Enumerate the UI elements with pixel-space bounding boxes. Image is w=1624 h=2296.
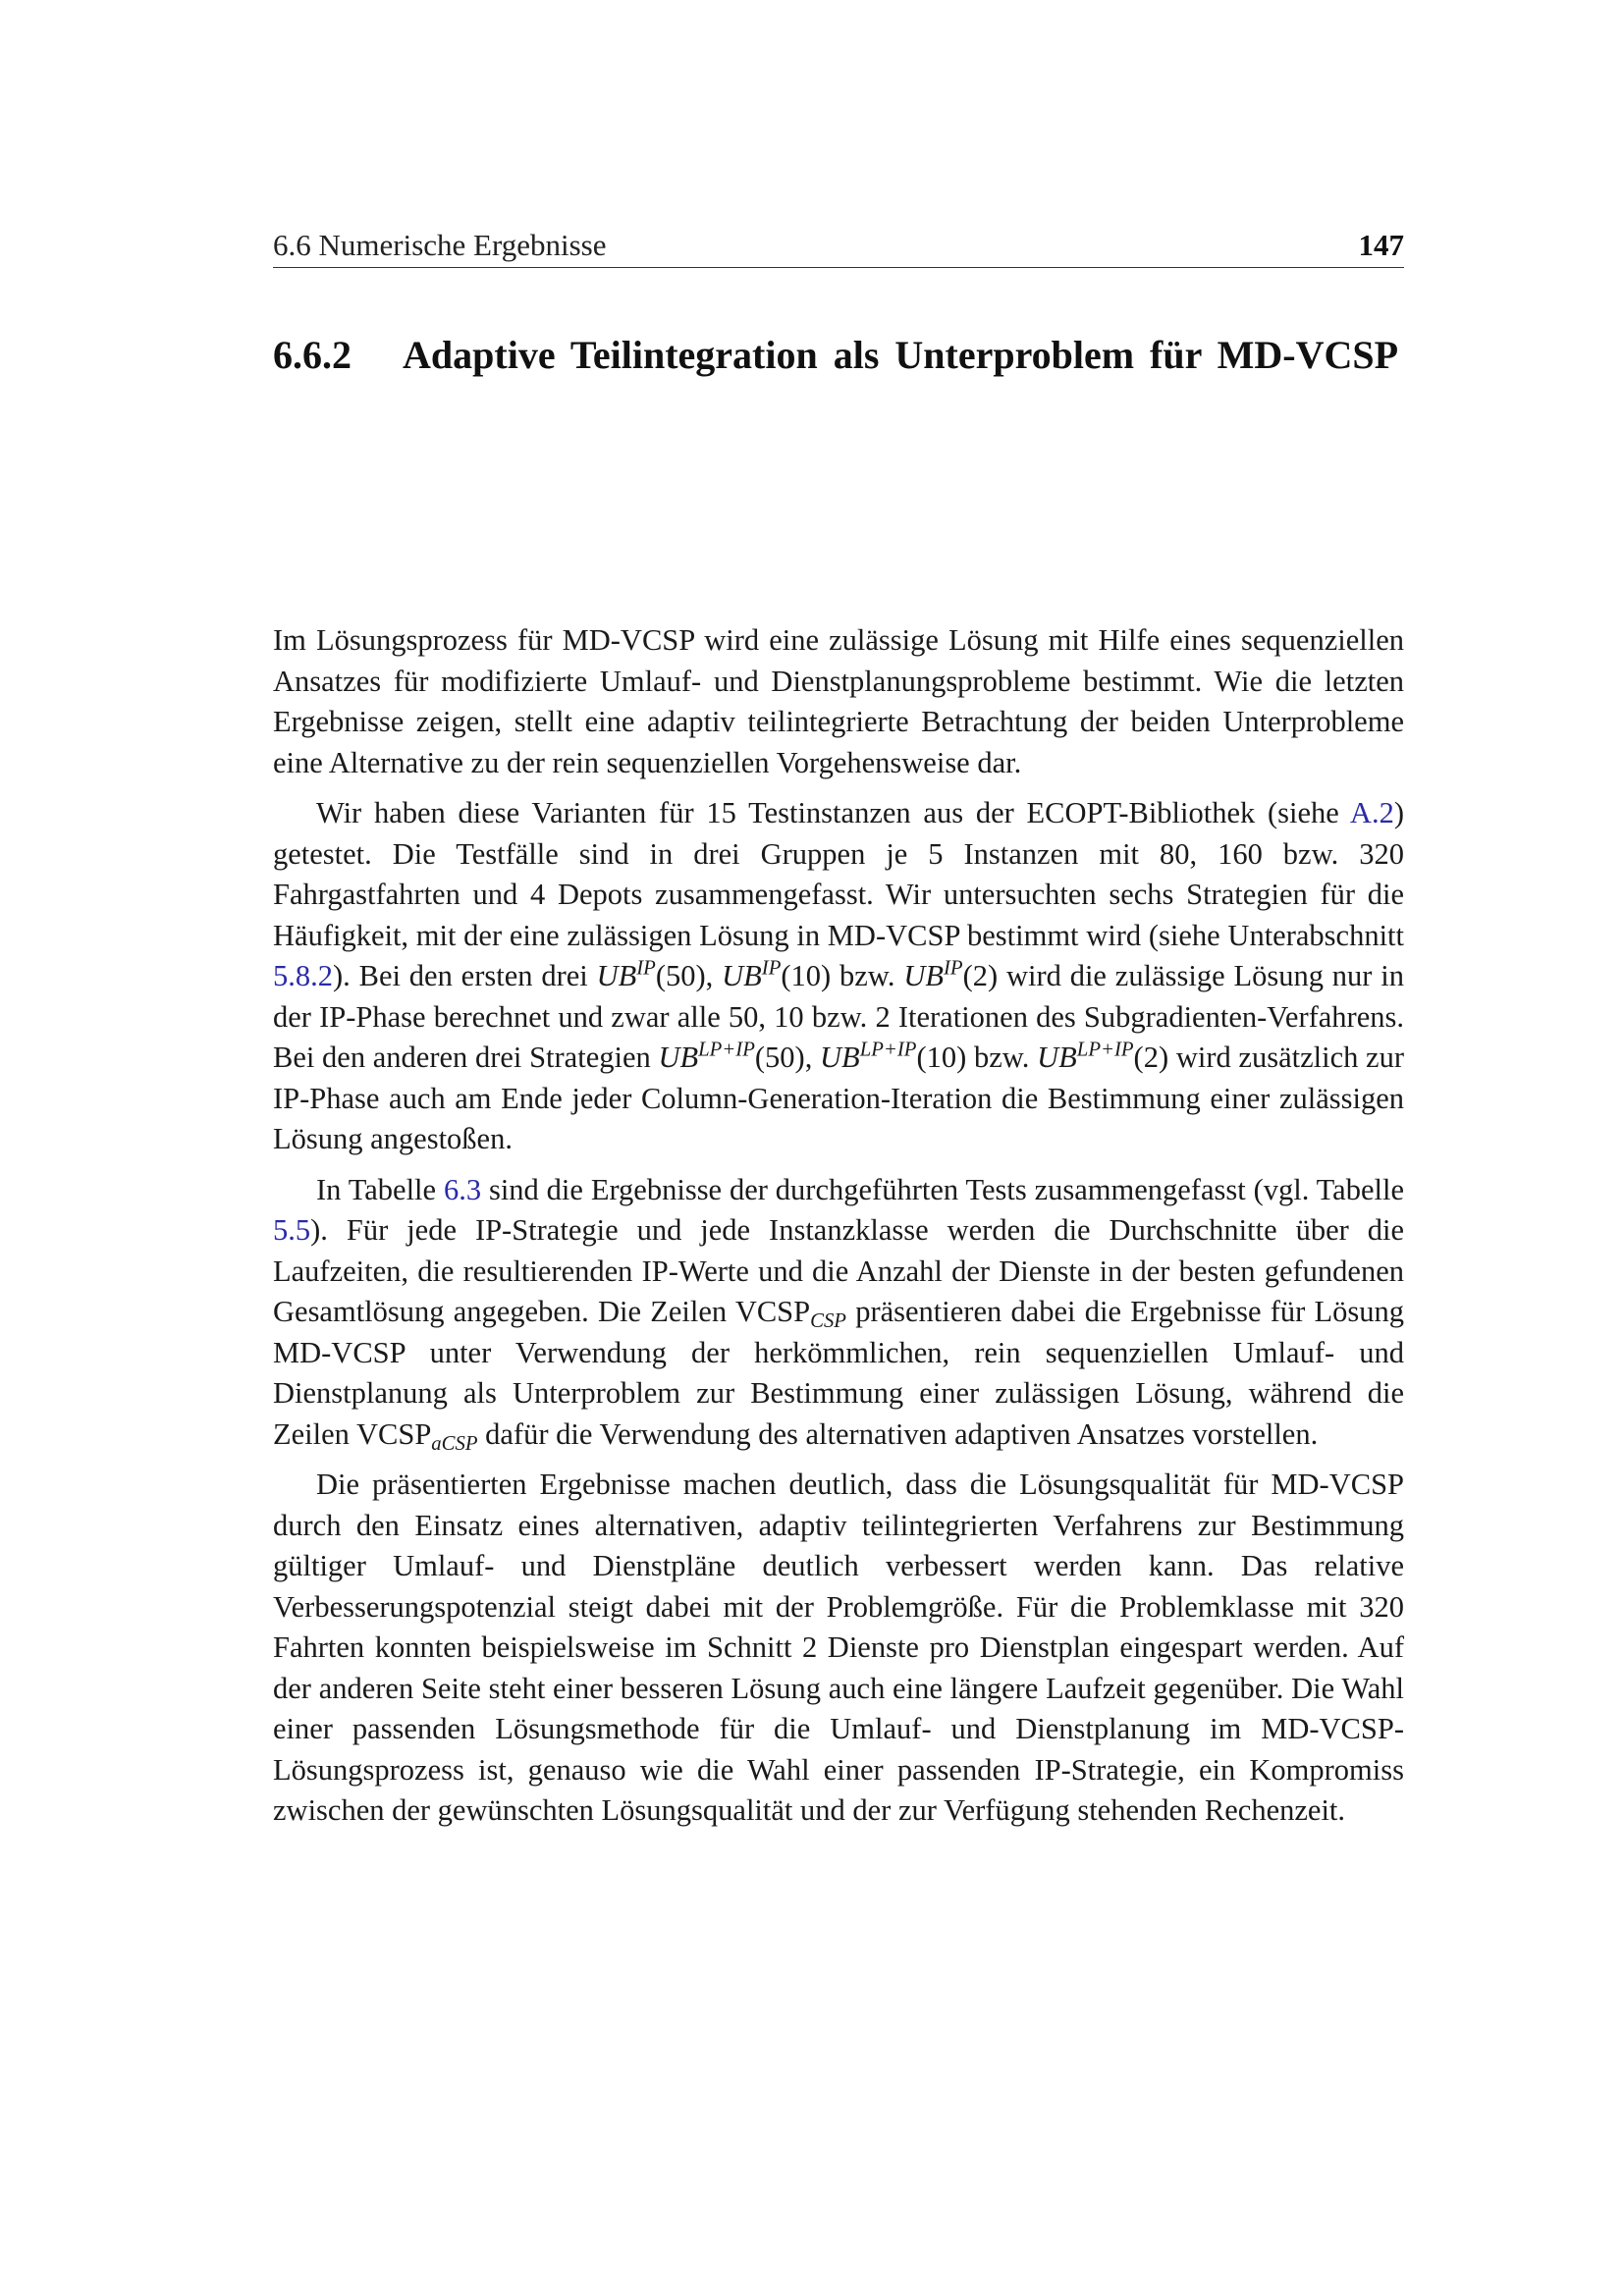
- p3-text-5: dafür die Verwendung des alternativen adaptiven Ansatzes vorstellen.: [477, 1416, 1319, 1451]
- body-text: [273, 620, 1404, 1842]
- p2-text-5: wird zusätzlich zur IP-Phase auch am Ende jeder Column-Generation-Iteration die Bestimmung einer zulässigen Lösung angestoßen.: [273, 1041, 1404, 1155]
- paragraph-4: Die präsentierten Ergebnisse machen deutlich, dass die Lösungsqualität für MD-VCSP durch den Einsatz eines alternativen, adaptiv teilintegrierten Verfahrens zur Bestimmung gültiger Umlauf- und Dienstpläne deutlich verbessert werden kann. Das relative Verbesserungspotenzial steigt dabei mit der Problemgröße. Für die Problemklasse mit 320 Fahrten konnten beispielsweise im Schnitt 2 Dienste pro Dienstplan eingespart werden. Auf der anderen Seite steht einer besseren Lösung auch eine längere Laufzeit gegenüber. Die Wahl einer passenden Lösungsmethode für die Umlauf- und Dienstplanung im MD-VCSP-Lösungsprozess ist, genauso wie die Wahl einer passenden IP-Strategie, ein Kompromiss zwischen der gewünschten Lösungsqualität und der zur Verfügung stehenden Rechenzeit.: [273, 1468, 1404, 1827]
- table-ref-link[interactable]: 5.5: [273, 1213, 311, 1247]
- section-number: 6.6.2: [273, 333, 352, 377]
- p3-text-1: In Tabelle: [316, 1172, 444, 1206]
- vcsp-acsp-term: $VCSP_{aCSP}$: [355, 1416, 478, 1455]
- arg-10: (10) bzw.: [781, 959, 904, 992]
- p3-text-2: sind die Ergebnisse der durchgeführten Tests zusammengefasst (vgl. Tabelle: [481, 1172, 1404, 1206]
- vcsp-csp-term: $VCSP_{CSP}$: [734, 1295, 846, 1333]
- running-title: 6.6 Numerische Ergebnisse: [273, 228, 607, 262]
- section-heading: [273, 332, 1412, 379]
- section-title: Adaptive Teilintegration als Unterproblem für MD-VCSP: [403, 333, 1399, 377]
- strategy-ub-lpip-10: $UB^{LP+IP}$: [820, 1039, 917, 1074]
- p2-text-4: wird die zulässige Lösung nur in der IP-Phase berechnet und zwar alle 50, 10 bzw. 2 Iterationen des Subgradienten-Verfahrens. Bei den anderen drei Strategien: [273, 959, 1404, 1074]
- appendix-ref-link[interactable]: A.2: [1349, 796, 1394, 829]
- strategy-ub-ip-50: $UB^{IP}$: [596, 957, 656, 992]
- p2-text-2: ) getestet. Die Testfälle sind in drei Gruppen je 5 Instanzen mit 80, 160 bzw. 320 Fahrgastfahrten und 4 Depots zusammengefasst. Wir untersuchten sechs Strategien für die Häufigkeit, mit der eine zulässigen Lösung in MD-VCSP bestimmt wird (siehe Unterabschnitt: [273, 796, 1404, 952]
- strategy-ub-ip-2: $UB^{IP}$: [903, 957, 963, 992]
- p2-text-1: Wir haben diese Varianten für 15 Testinstanzen aus der ECOPT-Bibliothek (siehe: [316, 796, 1350, 829]
- arg-2: (2): [1133, 1041, 1169, 1074]
- strategy-ub-lpip-50: $UB^{LP+IP}$: [658, 1039, 755, 1074]
- arg-10: (10) bzw.: [916, 1041, 1038, 1074]
- arg-50: (50),: [655, 959, 723, 992]
- table-ref-link[interactable]: 6.3: [443, 1172, 482, 1206]
- strategy-ub-ip-10: $UB^{IP}$: [722, 957, 782, 992]
- p2-text-3: ). Bei den ersten drei: [333, 959, 597, 992]
- p3-text-4: präsentieren dabei die Ergebnisse für Lösung MD-VCSP unter Verwendung der herkömmlichen, rein sequenziellen Umlauf- und Dienstplanung als Unterproblem zur Bestimmung einer zulässigen Lösung, während die Zeilen: [273, 1295, 1404, 1451]
- paragraph-2: [273, 793, 1404, 1160]
- arg-50: (50),: [754, 1041, 821, 1074]
- paragraph-1: Im Lösungsprozess für MD-VCSP wird eine zulässige Lösung mit Hilfe eines sequenziellen Ansatzes für modifizierte Umlauf- und Dienstplanungsprobleme bestimmt. Wie die letzten Ergebnisse zeigen, stellt eine adaptiv teilintegrierte Betrachtung der beiden Unterprobleme eine Alternative zu der rein sequenziellen Vorgehensweise dar.: [273, 623, 1404, 779]
- strategy-ub-lpip-2: $UB^{LP+IP}$: [1037, 1039, 1134, 1074]
- running-header: [273, 226, 1404, 268]
- subsection-ref-link[interactable]: 5.8.2: [273, 959, 333, 992]
- paragraph-3: [273, 1170, 1404, 1456]
- p3-text-3: ). Für jede IP-Strategie und jede Instanzklasse werden die Durchschnitte über die Laufzeiten, die resultierenden IP-Werte und die Anzahl der Dienste in der besten gefundenen Gesamtlösung angegeben. Die Zeilen: [273, 1213, 1404, 1328]
- page-number: 147: [1358, 228, 1404, 262]
- arg-2: (2): [962, 959, 999, 992]
